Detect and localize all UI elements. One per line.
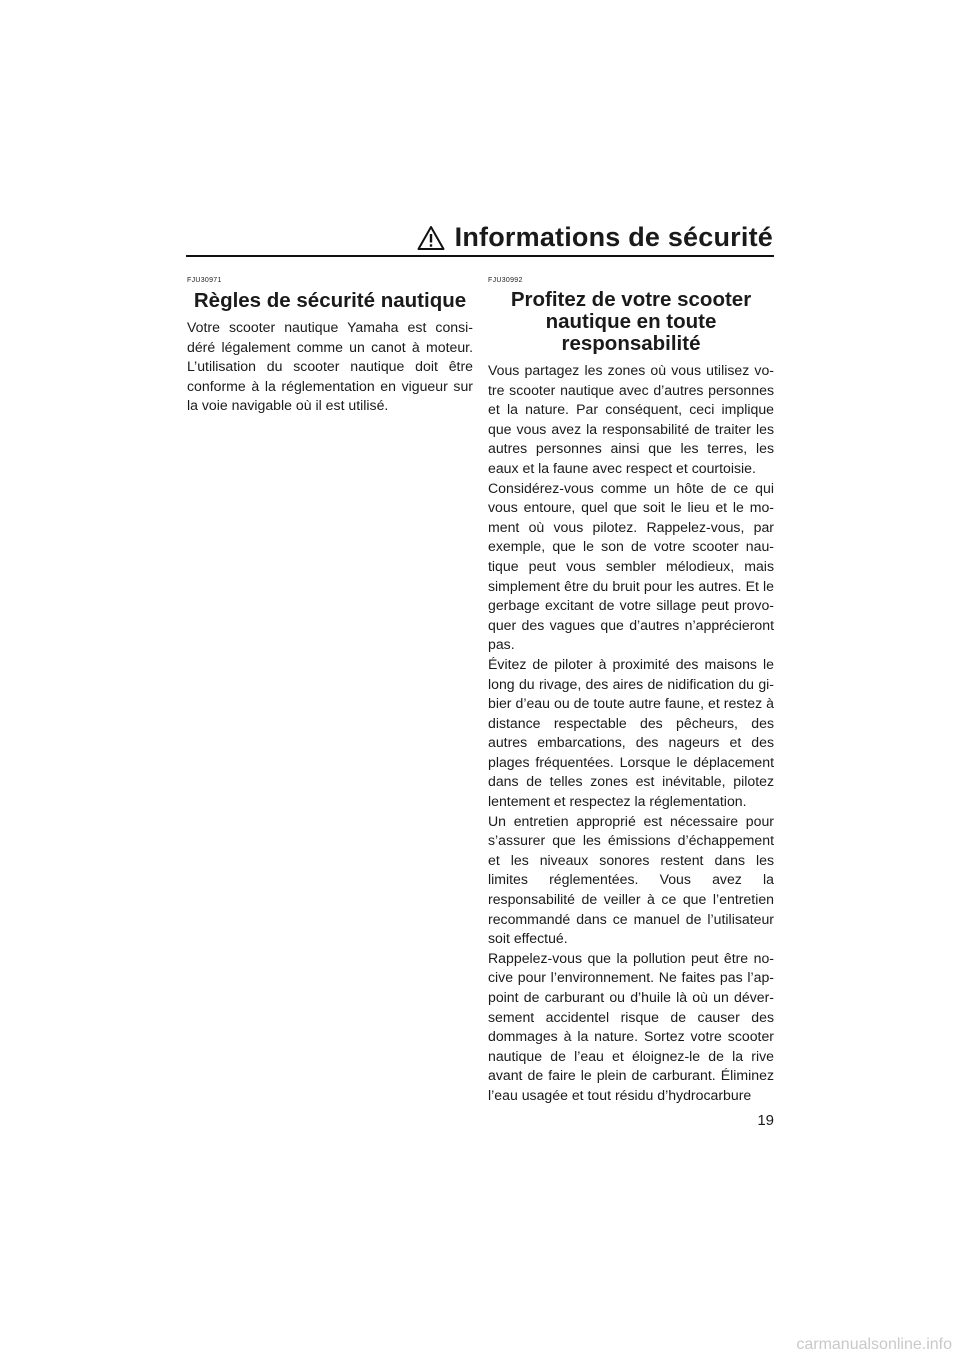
header-title-group	[417, 222, 773, 253]
watermark: carmanualsonline.info	[796, 1336, 952, 1353]
warning-triangle-icon	[417, 225, 445, 251]
page-number: 19	[757, 1112, 774, 1129]
body-paragraph: Considérez-vous comme un hôte de ce qui vous entoure, quel que soit le lieu et le mo-ment où vous pilotez. Rappelez-vous, par exemple, que le son de votre scooter nau-tique peut vous sembler mélodieux, mais simplement être du bruit pour les autres. Et le gerbage excitant de votre sillage peut provo-quer des vagues que d’autres n’apprécieront pas.	[488, 479, 774, 653]
body-paragraph: Votre scooter nautique Yamaha est consi-déré légalement comme un canot à moteur. L’utilisation du scooter nautique doit être conforme à la réglementation en vigueur sur la voie navigable où il est utilisé.	[187, 319, 473, 414]
right-column	[488, 277, 774, 1106]
body-paragraph: Vous partagez les zones où vous utilisez vo-tre scooter nautique avec d’autres personnes et la nature. Par conséquent, ceci implique que vous avez la responsabilité de traiter les autres personnes ainsi que les terres, les eaux et la faune avec respect et courtoisie.	[488, 362, 774, 476]
page-title: Informations de sécurité	[454, 222, 773, 252]
body-paragraph: Évitez de piloter à proximité des maisons le long du rivage, des aires de nidification du gi-bier d’eau ou de toute autre faune, et restez à distance respectable des pêcheurs, des autres embarcations, des nageurs et des plages fréquentées. Lorsque le déplacement dans de telles zones est inévitable, pilotez lentement et respectez la réglementation.	[488, 655, 774, 810]
section-code: FJU30992	[488, 277, 523, 284]
left-column	[187, 277, 473, 416]
section-heading: Règles de sécurité nautique	[193, 289, 467, 312]
body-paragraph: Rappelez-vous que la pollution peut être no-cive pour l’environnement. Ne faites pas l’ap-point de carburant ou d’huile là où un déver-sement accidentel risque de causer des dommages à la nature. Sortez votre scooter nautique de l’eau et éloignez-le de la rive avant de faire le plein de carburant. Éliminez l’eau usagée et tout résidu d’hydrocarbure	[488, 949, 774, 1103]
header-divider	[186, 255, 774, 257]
section-heading: Profitez de votre scooter nautique en toute responsabilité	[510, 288, 752, 355]
page-header	[186, 222, 773, 254]
section-code: FJU30971	[187, 277, 222, 284]
body-paragraph: Un entretien approprié est nécessaire pour s’assurer que les émissions d’échappement et les niveaux sonores restent dans les limites réglementées. Vous avez la responsabilité de veiller à ce que l’entretien recommandé dans ce manuel de l’utilisateur soit effectué.	[488, 812, 774, 947]
